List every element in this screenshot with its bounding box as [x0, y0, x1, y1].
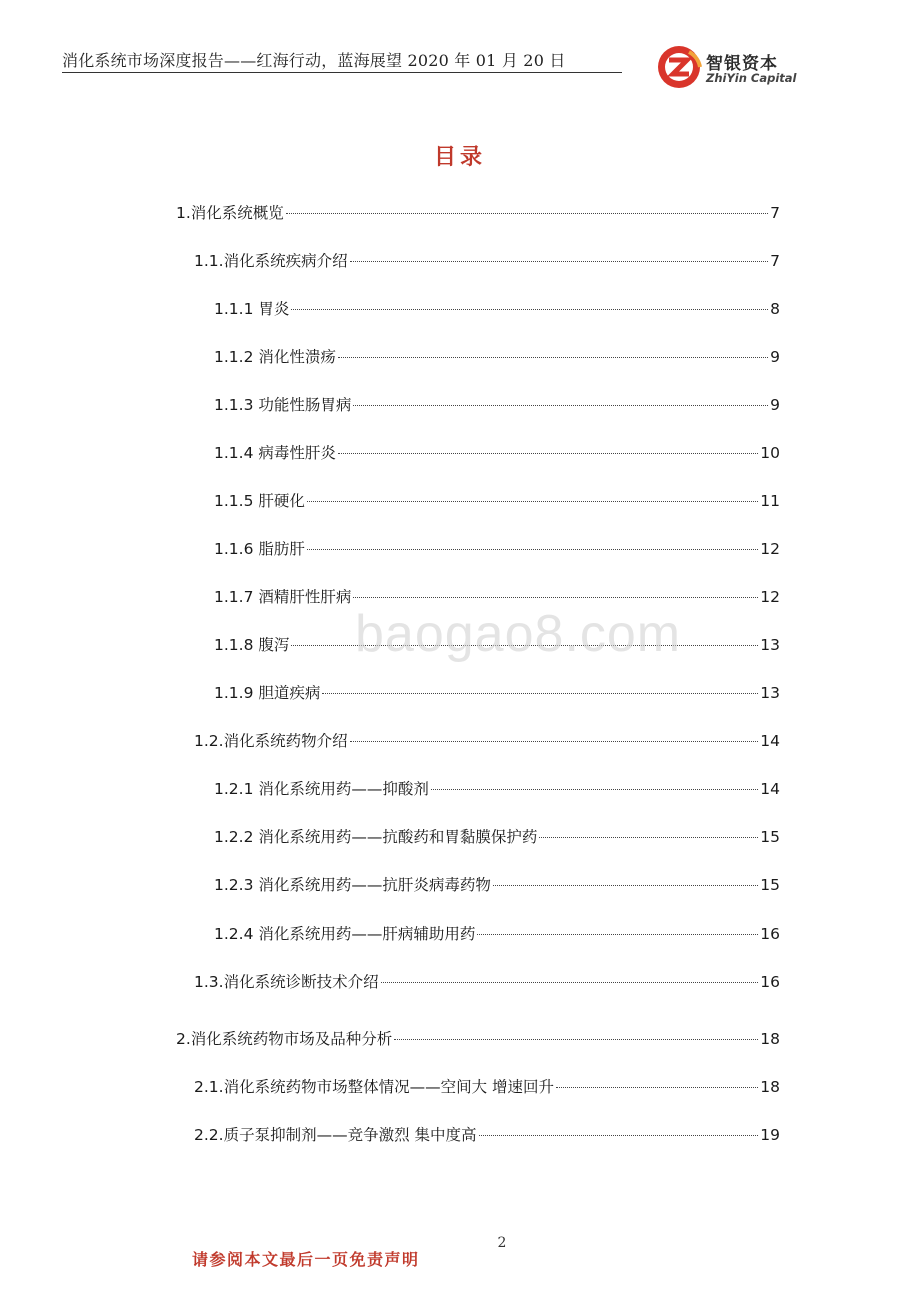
- dot-leader: [539, 836, 758, 838]
- toc-entry-label: 1.1.消化系统疾病介绍: [194, 252, 348, 270]
- toc-entry[interactable]: [214, 537, 780, 561]
- toc-entry[interactable]: [194, 970, 780, 994]
- toc-entry-page: 16: [760, 925, 780, 943]
- dot-leader: [381, 981, 759, 983]
- toc-entry-page: 16: [760, 973, 780, 991]
- toc-entry-page: 18: [760, 1030, 780, 1048]
- dot-leader: [338, 356, 768, 358]
- toc-entry-page: 10: [760, 444, 780, 462]
- toc-entry[interactable]: [214, 393, 780, 417]
- toc-entry-label: 1.2.1 消化系统用药——抑酸剂: [214, 780, 429, 798]
- toc-entry[interactable]: [214, 873, 780, 897]
- toc-entry-page: 12: [760, 588, 780, 606]
- toc-entry-label: 1.2.消化系统药物介绍: [194, 732, 348, 750]
- toc-entry[interactable]: [194, 1075, 780, 1099]
- toc-entry[interactable]: [214, 345, 780, 369]
- dot-leader: [291, 644, 758, 646]
- dot-leader: [307, 500, 758, 502]
- dot-leader: [556, 1086, 758, 1088]
- toc-entry-label: 1.1.1 胃炎: [214, 300, 290, 318]
- page-header: [62, 46, 622, 73]
- toc-entry[interactable]: [214, 825, 780, 849]
- toc-entry-label: 1.1.7 酒精肝性肝病: [214, 588, 352, 606]
- toc-entry-page: 15: [760, 876, 780, 894]
- logo-text-cn: 智银资本: [706, 54, 778, 74]
- toc-entry-page: 9: [770, 396, 780, 414]
- dot-leader: [291, 308, 768, 310]
- toc-entry-page: 11: [760, 492, 780, 510]
- dot-leader: [431, 788, 758, 790]
- toc-entry-label: 1.3.消化系统诊断技术介绍: [194, 973, 379, 991]
- dot-leader: [353, 404, 768, 406]
- watermark: baogao8.com: [355, 605, 682, 663]
- toc-entry-page: 13: [760, 636, 780, 654]
- toc-entry[interactable]: [214, 585, 780, 609]
- toc-entry-label: 1.2.2 消化系统用药——抗酸药和胃黏膜保护药: [214, 828, 538, 846]
- toc-entry-page: 19: [760, 1126, 780, 1144]
- toc-entry-label: 1.1.2 消化性溃疡: [214, 348, 336, 366]
- toc-entry-label: 1.2.4 消化系统用药——肝病辅助用药: [214, 925, 476, 943]
- toc-entry-label: 1.2.3 消化系统用药——抗肝炎病毒药物: [214, 876, 491, 894]
- dot-leader: [479, 1134, 759, 1136]
- toc-entry-label: 1.1.8 腹泻: [214, 636, 290, 654]
- toc-entry-label: 2.2.质子泵抑制剂——竞争激烈 集中度高: [194, 1126, 477, 1144]
- toc-entry[interactable]: [194, 1123, 780, 1147]
- toc-entry-page: 14: [760, 780, 780, 798]
- toc-entry[interactable]: [214, 922, 780, 946]
- dot-leader: [322, 692, 758, 694]
- toc-entry[interactable]: [214, 633, 780, 657]
- company-logo: [656, 44, 816, 90]
- dot-leader: [477, 933, 758, 935]
- toc-entry-page: 15: [760, 828, 780, 846]
- toc-entry-label: 1.1.3 功能性肠胃病: [214, 396, 352, 414]
- dot-leader: [350, 260, 769, 262]
- toc-entry[interactable]: [214, 297, 780, 321]
- toc-entry-label: 1.消化系统概览: [176, 204, 284, 222]
- dot-leader: [350, 740, 759, 742]
- dot-leader: [394, 1038, 758, 1040]
- toc-entry-label: 1.1.5 肝硬化: [214, 492, 305, 510]
- disclaimer-note[interactable]: 请参阅本文最后一页免责声明: [192, 1250, 420, 1269]
- toc-entry[interactable]: [214, 777, 780, 801]
- zhiyin-logo-icon: [656, 44, 702, 90]
- toc-entry[interactable]: [214, 441, 780, 465]
- dot-leader: [353, 596, 758, 598]
- toc-entry-page: 12: [760, 540, 780, 558]
- toc-entry-page: 18: [760, 1078, 780, 1096]
- toc-entry-page: 13: [760, 684, 780, 702]
- header-title: 消化系统市场深度报告——红海行动，蓝海展望 2020 年 01 月 20 日: [62, 51, 566, 70]
- toc-entry-label: 2.消化系统药物市场及品种分析: [176, 1030, 393, 1048]
- dot-leader: [307, 548, 758, 550]
- toc-entry-page: 7: [770, 204, 780, 222]
- logo-text-en: ZhiYin Capital: [706, 71, 797, 85]
- toc-entry[interactable]: [176, 1027, 780, 1051]
- toc-entry-label: 1.1.9 胆道疾病: [214, 684, 321, 702]
- dot-leader: [338, 452, 758, 454]
- toc-entry[interactable]: [214, 489, 780, 513]
- toc-entry-label: 2.1.消化系统药物市场整体情况——空间大 增速回升: [194, 1078, 555, 1096]
- dot-leader: [286, 212, 768, 214]
- toc-title: 目录: [433, 145, 486, 170]
- toc-entry[interactable]: [176, 201, 780, 225]
- page-number: 2: [497, 1235, 507, 1251]
- toc-entry-page: 9: [770, 348, 780, 366]
- toc-entry[interactable]: [194, 249, 780, 273]
- toc-entry-label: 1.1.6 脂肪肝: [214, 540, 305, 558]
- toc-entry-page: 8: [770, 300, 780, 318]
- toc-entry-page: 7: [770, 252, 780, 270]
- toc-entry-page: 14: [760, 732, 780, 750]
- toc-entry[interactable]: [194, 729, 780, 753]
- toc-entry-label: 1.1.4 病毒性肝炎: [214, 444, 336, 462]
- dot-leader: [493, 884, 758, 886]
- toc-entry[interactable]: [214, 681, 780, 705]
